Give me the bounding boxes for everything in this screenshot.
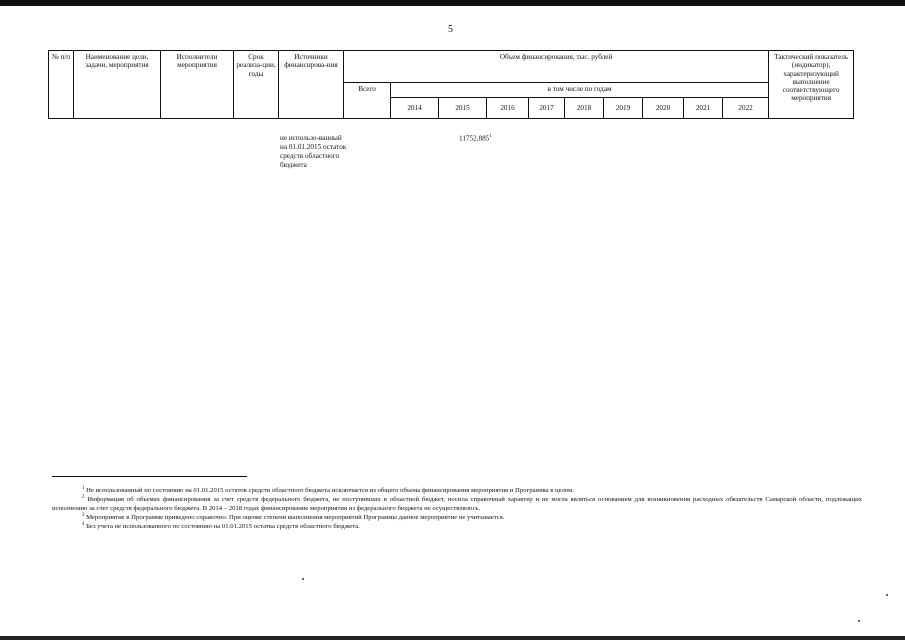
footnote-4-text: Без учета не использованного по состоянию на 01.01.2015 остатка средств областного бюджета. (86, 523, 360, 531)
value-2015 (459, 134, 492, 143)
footnote-1-text: Не использованный по состоянию на 01.01.2015 остаток средств областного бюджета исключается из общего объема финансирования мероприятия и Программы в целом. (86, 487, 575, 495)
header-volume: Объем финансирования, тыс. рублей (344, 51, 769, 83)
header-indicator: Тактический показатель (индикатор), характеризующий выполнение соответствующего мероприятия (769, 51, 854, 119)
footnote-1-mark: 1 (82, 486, 85, 491)
year-2018: 2018 (565, 98, 604, 119)
footnote-2-mark: 2 (82, 495, 85, 501)
footnote-2 (52, 495, 862, 513)
footnote-4-mark: 4 (82, 522, 85, 528)
year-2017: 2017 (529, 98, 565, 119)
value-2015-footnote-mark: 1 (489, 134, 492, 139)
footnotes (52, 486, 862, 532)
footnote-2-text: Информация об объемах финансирования за счет средств федерального бюджета, не поступивших в областной бюджет, носила справочный характер и не могла являться основанием для возникновения расходных обязательств Самарской области, подлежащих исполнению за счет средств федерального бюджета. В 2014 – 2018 годах финансирование мероприятия из федерального бюджета не осуществлялось. (52, 496, 863, 512)
header-name: Наименование цели, задачи, мероприятия (74, 51, 161, 119)
value-2015-amount: 11752,885 (459, 134, 490, 143)
footnote-1 (52, 486, 862, 495)
year-2022: 2022 (723, 98, 769, 119)
header-num: № п/п (49, 51, 74, 119)
footnote-separator (52, 476, 247, 477)
scan-speck (302, 578, 304, 580)
year-2021: 2021 (684, 98, 723, 119)
year-2016: 2016 (487, 98, 529, 119)
footnote-3 (52, 513, 862, 522)
footnote-4 (52, 522, 862, 531)
year-2020: 2020 (643, 98, 684, 119)
header-by-years: в том числе по годам (391, 83, 769, 98)
year-2014: 2014 (391, 98, 439, 119)
footnote-3-text: Мероприятие в Программе приведено справочно. При оценке степени выполнения мероприятий Программы данное мероприятие не учитывается. (86, 514, 505, 522)
header-term: Срок реализа-ции, годы (234, 51, 279, 119)
year-2019: 2019 (604, 98, 643, 119)
year-2015: 2015 (439, 98, 487, 119)
page-number: 5 (448, 24, 453, 35)
header-sources: Источники финансирова-ния (279, 51, 344, 119)
scan-border-top (0, 0, 905, 6)
footnote-3-mark: 3 (82, 512, 85, 518)
source-note: не использо-ванный на 01.01.2015 остаток средств областного бюджета (280, 134, 347, 169)
header-executor: Исполнители мероприятия (161, 51, 234, 119)
scan-speck (886, 594, 888, 596)
scan-border-bottom (0, 636, 905, 640)
header-total: Всего (344, 83, 391, 119)
financing-table (48, 50, 854, 119)
scan-speck (858, 620, 860, 622)
